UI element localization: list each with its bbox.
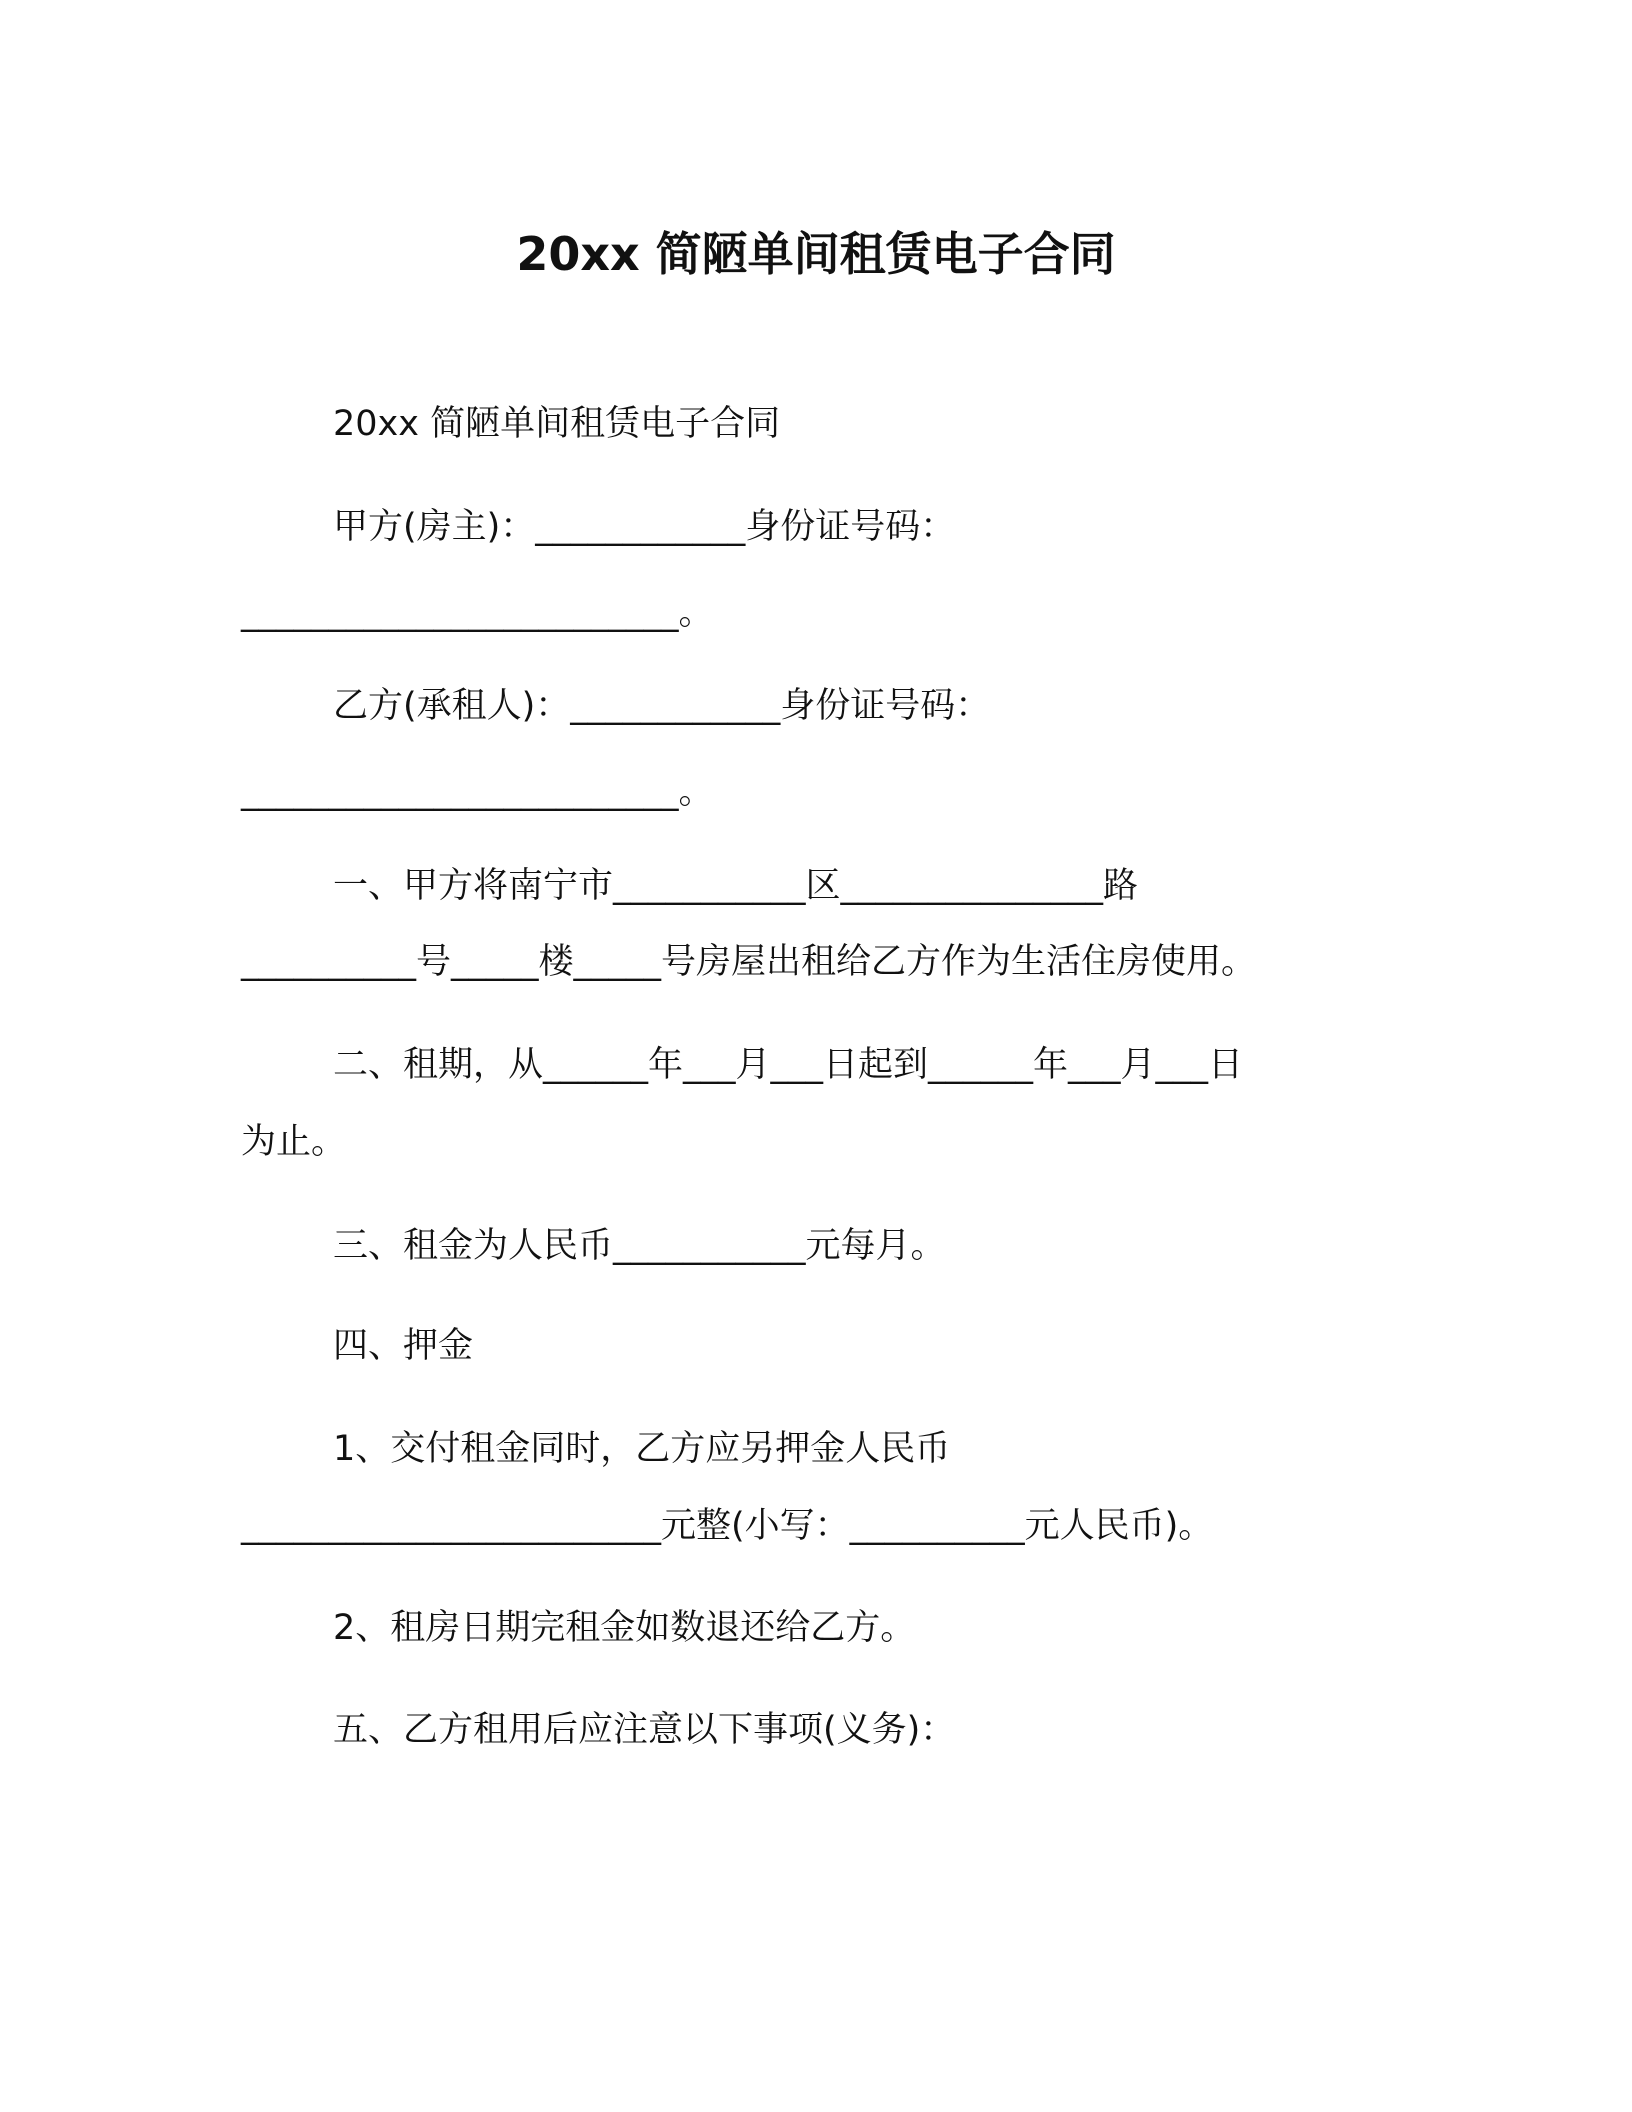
clause-1-line-2: __________号_____楼_____号房屋出租给乙方作为生活住房使用。 [241, 942, 1257, 982]
clause-1-line-1: 一、甲方将南宁市___________区_______________路 [333, 866, 1139, 906]
party-b-id-line: _________________________。 [241, 772, 714, 812]
clause-2-line-2: 为止。 [241, 1122, 347, 1162]
document-title: 20xx 简陋单间租赁电子合同 [516, 227, 1116, 281]
clause-3-line: 三、租金为人民币___________元每月。 [333, 1226, 946, 1266]
clause-2-line-1: 二、租期，从______年___月___日起到______年___月___日 [333, 1045, 1244, 1085]
deposit-item-2-line: 2、租房日期完租金如数退还给乙方。 [333, 1608, 916, 1648]
deposit-item-1-line-2: ________________________元整(小写：__________元人民币)。 [241, 1506, 1214, 1546]
party-b-line: 乙方(承租人)：____________身份证号码： [333, 686, 991, 726]
deposit-item-1-line-1: 1、交付租金同时，乙方应另押金人民币 [333, 1429, 951, 1469]
contract-subtitle: 20xx 简陋单间租赁电子合同 [333, 404, 781, 444]
party-a-id-line: _________________________。 [241, 593, 714, 633]
clause-4-heading: 四、押金 [333, 1326, 474, 1366]
party-a-line: 甲方(房主)：____________身份证号码： [333, 507, 956, 547]
clause-5-heading: 五、乙方租用后应注意以下事项(义务)： [333, 1710, 956, 1750]
